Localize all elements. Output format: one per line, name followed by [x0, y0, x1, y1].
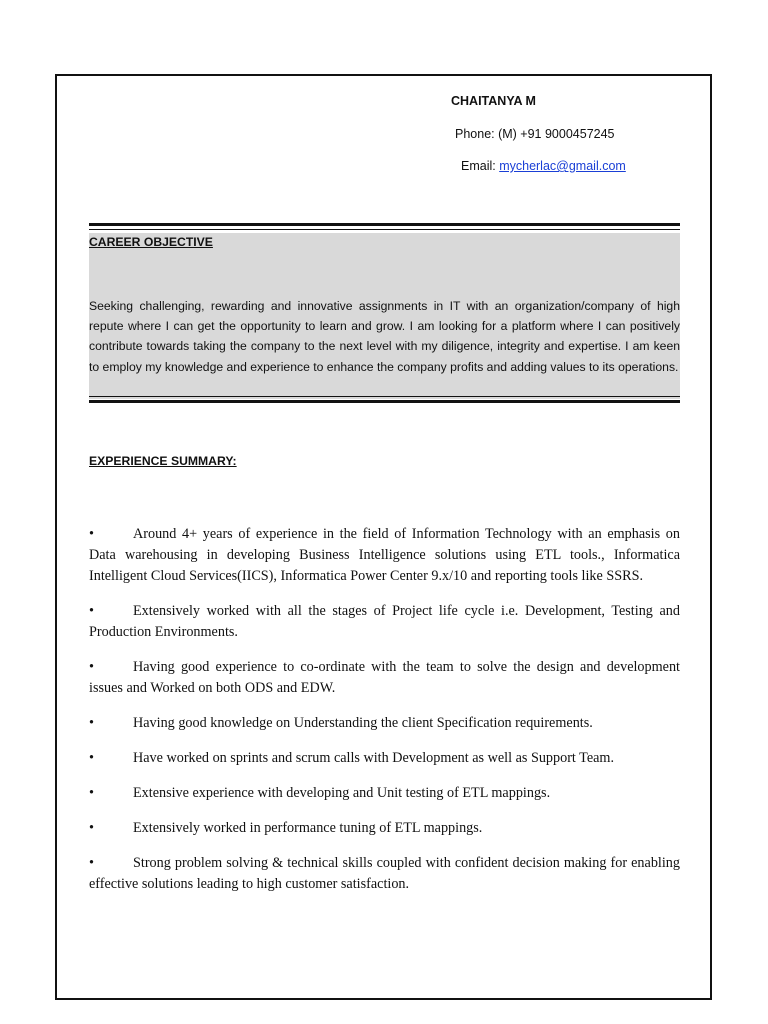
phone-number: Phone: (M) +91 9000457245 [455, 127, 615, 141]
experience-bullet-text: Having good knowledge on Understanding the client Specification requirements. [133, 715, 593, 731]
bullet-icon: • [89, 603, 94, 619]
career-objective-text: Seeking challenging, rewarding and innovative assignments in IT with an organization/company of high repute where I can get the opportunity to learn and grow. I am looking for a platform where I can positively contribute towards taking the company to the next level with my diligence, integrity and expertise. I am keen to employ my knowledge and experience to enhance the company profits and adding values to its operations. [89, 299, 680, 374]
career-objective-section [89, 233, 680, 399]
experience-bullet-text: Have worked on sprints and scrum calls with Development as well as Support Team. [133, 750, 615, 766]
experience-bullet-text: Around 4+ years of experience in the field of Information Technology with an emphasis on Data warehousing in developing Business Intelligence solutions using ETL tools., Informatica Intelligent Cloud Services(IICS), Informatica Power Center 9.x/10 and reporting tools like SSRS. [89, 526, 680, 584]
email-line [461, 159, 626, 173]
career-objective-title: CAREER OBJECTIVE [89, 235, 213, 249]
bullet-icon: • [89, 659, 94, 675]
bullet-icon: • [89, 785, 94, 801]
bullet-icon: • [89, 526, 94, 542]
experience-bullet-list [89, 524, 680, 909]
experience-bullet-item [89, 818, 680, 839]
resume-page [55, 74, 712, 1000]
bullet-icon: • [89, 715, 94, 731]
experience-bullet-text: Extensively worked with all the stages of Project life cycle i.e. Development, Testing and Production Environments. [89, 603, 680, 640]
bullet-icon: • [89, 820, 94, 836]
experience-bullet-text: Strong problem solving & technical skills coupled with confident decision making for enabling effective solutions leading to high customer satisfaction. [89, 855, 680, 892]
objective-bottom-rule [89, 396, 680, 403]
experience-bullet-item [89, 783, 680, 804]
experience-bullet-item [89, 524, 680, 587]
experience-bullet-item [89, 601, 680, 643]
experience-bullet-text: Extensively worked in performance tuning of ETL mappings. [133, 820, 483, 836]
candidate-name: CHAITANYA M [451, 94, 536, 108]
email-label: Email: [461, 159, 500, 173]
objective-top-rule [89, 223, 680, 230]
experience-bullet-item [89, 713, 680, 734]
experience-bullet-text: Extensive experience with developing and Unit testing of ETL mappings. [133, 785, 551, 801]
experience-bullet-item [89, 853, 680, 895]
bullet-icon: • [89, 855, 94, 871]
bullet-icon: • [89, 750, 94, 766]
experience-bullet-item [89, 748, 680, 769]
experience-bullet-item [89, 657, 680, 699]
experience-bullet-text: Having good experience to co-ordinate with the team to solve the design and development issues and Worked on both ODS and EDW. [89, 659, 680, 696]
experience-summary-title: EXPERIENCE SUMMARY: [89, 454, 237, 468]
email-link[interactable]: mycherlac@gmail.com [499, 159, 626, 173]
